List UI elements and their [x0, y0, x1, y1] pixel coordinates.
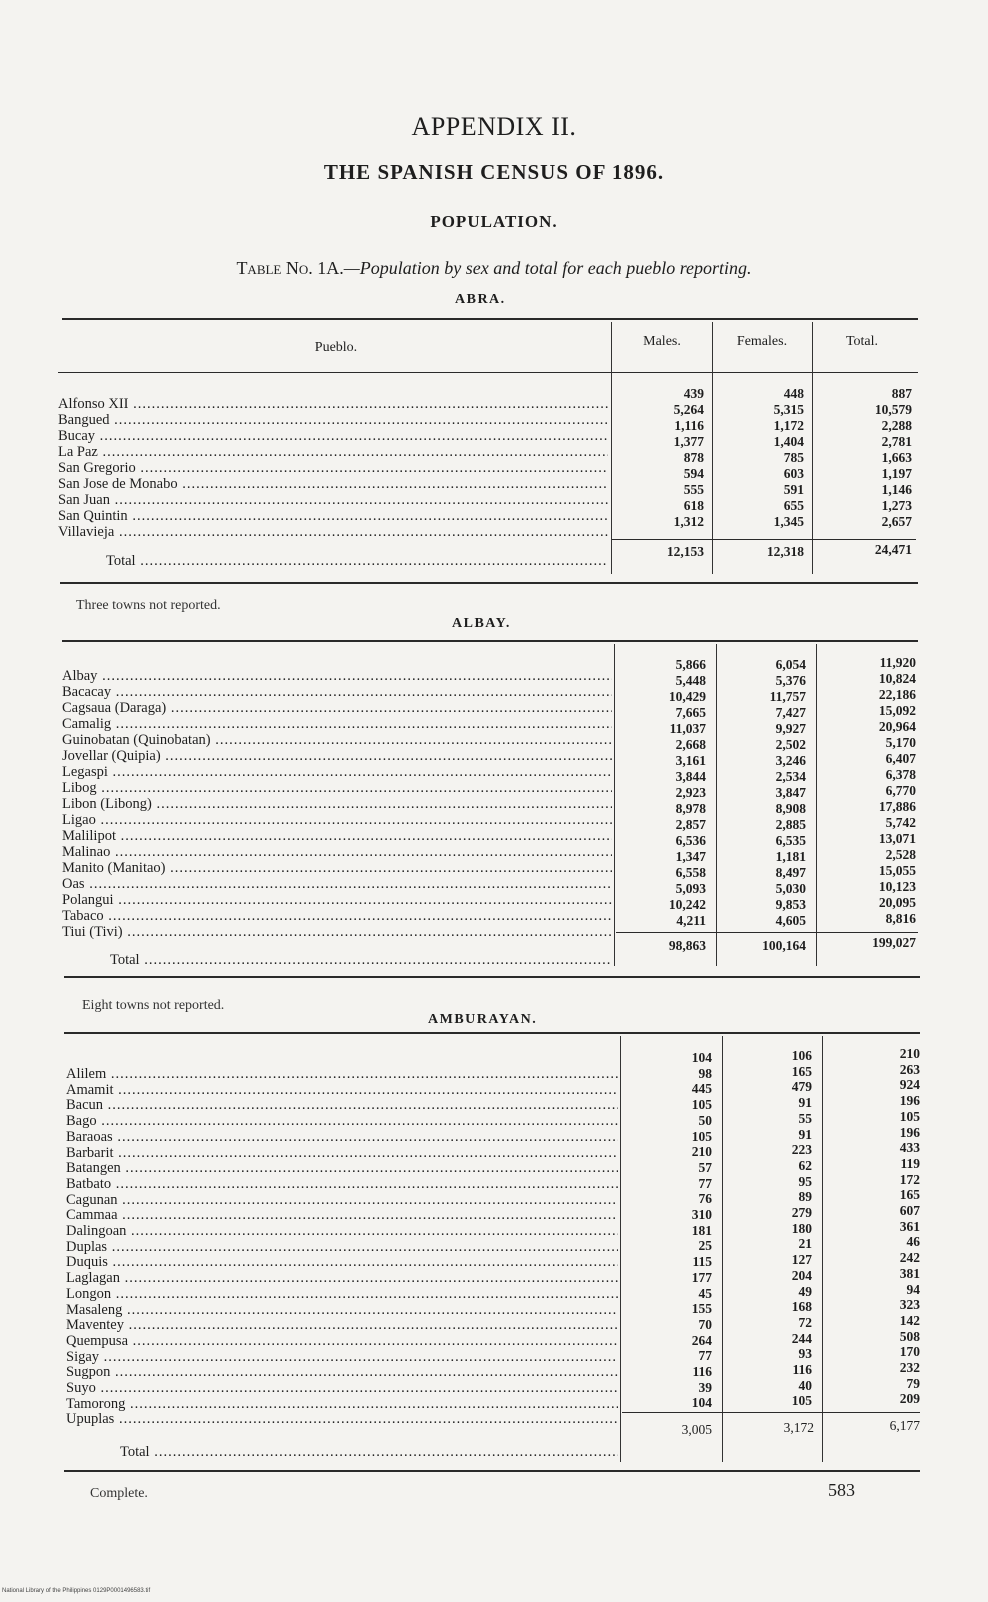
females-value: 127	[791, 1252, 812, 1268]
females-value: 11,757	[769, 689, 806, 704]
albay-males-column	[614, 657, 706, 929]
library-credit: National Library of the Philippines 0129P0001496583.tif	[2, 1588, 151, 1594]
males-value: 155	[691, 1301, 712, 1317]
total-value: 381	[899, 1265, 920, 1281]
total-value: 10,123	[878, 879, 916, 894]
pueblo-name: Cagunan .....	[66, 1193, 618, 1209]
total-value: 11,920	[879, 655, 916, 670]
total-value: 46	[906, 1234, 920, 1250]
total-value: 10,579	[874, 402, 912, 417]
total-value: 20,095	[878, 895, 916, 910]
albay-females-column	[716, 657, 806, 929]
total-value: 6,770	[885, 783, 916, 798]
females-value: 62	[798, 1157, 812, 1173]
males-value: 210	[691, 1144, 712, 1160]
amburayan-total-females: 3,172	[783, 1420, 814, 1435]
pueblo-name: San Jose de Monabo .....	[58, 476, 608, 492]
females-value: 21	[798, 1236, 812, 1252]
males-value: 7,665	[675, 705, 706, 720]
females-value: 6,054	[775, 657, 806, 672]
table-caption-label: Table No. 1A.	[236, 258, 344, 278]
pueblo-name: Amamit .....	[66, 1083, 618, 1099]
pueblo-name: Albay .....	[62, 668, 612, 684]
amburayan-total-males: 3,005	[681, 1422, 712, 1437]
table-top-rule	[62, 640, 918, 642]
total-rule	[616, 932, 918, 933]
males-value: 878	[683, 450, 704, 465]
pueblo-name: Tiui (Tivi) .....	[62, 924, 612, 940]
males-value: 104	[691, 1395, 712, 1411]
females-value: 591	[783, 482, 804, 497]
total-value: 2,781	[881, 434, 912, 449]
abra-total-total: 24,471	[874, 542, 912, 557]
females-value: 40	[798, 1377, 812, 1393]
total-value: 2,528	[885, 847, 916, 862]
males-value: 25	[698, 1238, 712, 1254]
males-value: 50	[698, 1112, 712, 1128]
total-value: 2,288	[881, 418, 912, 433]
total-value: 433	[899, 1140, 920, 1156]
pueblo-name: Dalingoan .....	[66, 1224, 618, 1240]
column-header-females: Females.	[736, 334, 788, 349]
males-value: 181	[691, 1222, 712, 1238]
males-value: 6,558	[675, 865, 706, 880]
total-value: 79	[906, 1375, 920, 1391]
amburayan-males-column	[620, 1050, 712, 1411]
total-value: 242	[899, 1250, 920, 1266]
pueblo-name: Longon .....	[66, 1287, 618, 1303]
pueblo-name: Bacun .....	[66, 1098, 618, 1114]
males-value: 439	[683, 386, 704, 401]
pueblo-name: Batbato .....	[66, 1177, 618, 1193]
females-value: 1,404	[773, 434, 804, 449]
males-value: 45	[698, 1285, 712, 1301]
males-value: 310	[691, 1207, 712, 1223]
total-value: 887	[891, 386, 912, 401]
males-value: 1,312	[673, 514, 704, 529]
total-value: 105	[899, 1108, 920, 1124]
pueblo-name: Guinobatan (Quinobatan) .....	[62, 732, 612, 748]
abra-females-column	[712, 386, 804, 530]
abra-males-column	[612, 386, 704, 530]
females-value: 89	[798, 1189, 812, 1205]
females-value: 9,927	[775, 721, 806, 736]
males-value: 2,668	[675, 737, 706, 752]
total-value: 210	[899, 1046, 920, 1061]
table-top-rule	[64, 1032, 920, 1034]
total-value: 94	[906, 1281, 920, 1297]
pueblo-name: La Paz .....	[58, 444, 608, 460]
males-value: 4,211	[676, 913, 706, 928]
total-value: 6,407	[885, 751, 916, 766]
males-value: 5,093	[675, 881, 706, 896]
total-value: 196	[899, 1093, 920, 1109]
pueblo-name: Libon (Libong) .....	[62, 796, 612, 812]
column-header-total: Total.	[845, 334, 879, 349]
section-title-amburayan: AMBURAYAN.	[428, 1012, 538, 1027]
page-number: 583	[828, 1480, 855, 1500]
males-value: 76	[698, 1191, 712, 1207]
females-value: 655	[783, 498, 804, 513]
total-value: 170	[899, 1344, 920, 1360]
total-rule	[622, 1412, 920, 1413]
total-value: 263	[899, 1061, 920, 1077]
females-value: 5,376	[775, 673, 806, 688]
total-value: 607	[899, 1203, 920, 1219]
pueblo-name: Quempusa .....	[66, 1334, 618, 1350]
total-value: 10,824	[878, 671, 916, 686]
abra-total-females: 12,318	[766, 544, 804, 559]
column-header-males: Males.	[643, 334, 681, 349]
abra-note: Three towns not reported.	[76, 598, 221, 613]
pueblo-name: Maventey .....	[66, 1318, 618, 1334]
females-value: 2,502	[775, 737, 806, 752]
males-value: 1,116	[674, 418, 704, 433]
males-value: 10,429	[668, 689, 706, 704]
females-value: 3,246	[775, 753, 806, 768]
pueblo-name: Malinao .....	[62, 844, 612, 860]
total-value: 361	[899, 1218, 920, 1234]
females-value: 91	[798, 1095, 812, 1111]
total-value: 17,886	[878, 799, 916, 814]
pueblo-name: Jovellar (Quipia) .....	[62, 748, 612, 764]
females-value: 4,605	[775, 913, 806, 928]
section-title-abra: ABRA.	[455, 292, 506, 307]
pueblo-name: Barbarit .....	[66, 1146, 618, 1162]
amburayan-note: Complete.	[90, 1486, 148, 1501]
pueblo-name: Bacacay .....	[62, 684, 612, 700]
males-value: 8,978	[675, 801, 706, 816]
total-value: 6,378	[885, 767, 916, 782]
header-rule	[58, 372, 918, 373]
males-value: 2,857	[675, 817, 706, 832]
males-value: 10,242	[668, 897, 706, 912]
census-title: THE SPANISH CENSUS OF 1896.	[323, 160, 665, 184]
pueblo-name: Villavieja .....	[58, 524, 608, 540]
appendix-title: APPENDIX II.	[411, 112, 577, 141]
males-value: 105	[691, 1128, 712, 1144]
pueblo-name: San Quintin .....	[58, 508, 608, 524]
abra-totals-column	[812, 386, 912, 530]
pueblo-name: Duquis .....	[66, 1255, 618, 1271]
males-value: 2,923	[675, 785, 706, 800]
females-value: 168	[791, 1299, 812, 1315]
pueblo-name: Masaleng .....	[66, 1303, 618, 1319]
males-value: 5,448	[675, 673, 706, 688]
pueblo-name: Ligao .....	[62, 812, 612, 828]
pueblo-name: Suyo .....	[66, 1381, 618, 1397]
total-value: 142	[899, 1312, 920, 1328]
females-value: 204	[791, 1267, 812, 1283]
males-value: 5,264	[673, 402, 704, 417]
males-value: 6,536	[675, 833, 706, 848]
females-value: 180	[791, 1220, 812, 1236]
males-value: 618	[683, 498, 704, 513]
total-value: 119	[900, 1155, 920, 1171]
total-value: 172	[899, 1171, 920, 1187]
total-value: 8,816	[885, 911, 916, 926]
males-value: 445	[691, 1081, 712, 1097]
abra-total-males: 12,153	[666, 544, 704, 559]
females-value: 95	[798, 1173, 812, 1189]
abra-total-label: Total .....	[106, 553, 608, 570]
females-value: 72	[798, 1314, 812, 1330]
total-value: 1,663	[881, 450, 912, 465]
females-value: 49	[798, 1283, 812, 1299]
total-value: 508	[899, 1328, 920, 1344]
table-bottom-rule	[64, 1470, 920, 1472]
pueblo-name: San Juan .....	[58, 492, 608, 508]
males-value: 77	[698, 1175, 712, 1191]
total-value: 209	[899, 1391, 920, 1407]
total-value: 2,657	[881, 514, 912, 529]
total-value: 20,964	[878, 719, 916, 734]
total-value: 196	[899, 1124, 920, 1140]
amburayan-total-total: 6,177	[889, 1418, 920, 1433]
females-value: 7,427	[775, 705, 806, 720]
albay-totals-column	[816, 655, 916, 927]
pueblo-name: Batangen .....	[66, 1161, 618, 1177]
males-value: 5,866	[675, 657, 706, 672]
total-value: 15,092	[878, 703, 916, 718]
albay-total-total: 199,027	[872, 935, 916, 950]
males-value: 1,347	[675, 849, 706, 864]
pueblo-name: Sugpon .....	[66, 1365, 618, 1381]
females-value: 5,030	[775, 881, 806, 896]
pueblo-name: Laglagan .....	[66, 1271, 618, 1287]
females-value: 244	[791, 1330, 812, 1346]
pueblo-name: Upuplas .....	[66, 1412, 618, 1428]
total-value: 1,273	[881, 498, 912, 513]
females-value: 116	[792, 1362, 812, 1378]
pueblo-name: Sigay .....	[66, 1350, 618, 1366]
males-value: 264	[691, 1332, 712, 1348]
females-value: 785	[783, 450, 804, 465]
males-value: 115	[692, 1254, 712, 1270]
females-value: 1,345	[773, 514, 804, 529]
pueblo-name: Camalig .....	[62, 716, 612, 732]
total-value: 1,197	[881, 466, 912, 481]
females-value: 279	[791, 1205, 812, 1221]
table-top-rule	[62, 318, 918, 320]
pueblo-name: Oas .....	[62, 876, 612, 892]
pueblo-name: Malilipot .....	[62, 828, 612, 844]
males-value: 77	[698, 1348, 712, 1364]
males-value: 594	[683, 466, 704, 481]
females-value: 479	[791, 1079, 812, 1095]
females-value: 2,534	[775, 769, 806, 784]
abra-pueblo-list	[58, 396, 608, 540]
males-value: 116	[692, 1364, 712, 1380]
albay-total-males: 98,863	[668, 938, 706, 953]
pueblo-name: Baraoas .....	[66, 1130, 618, 1146]
total-value: 15,055	[878, 863, 916, 878]
pueblo-name: Manito (Manitao) .....	[62, 860, 612, 876]
pueblo-name: Tamorong .....	[66, 1397, 618, 1413]
females-value: 8,497	[775, 865, 806, 880]
total-value: 22,186	[878, 687, 916, 702]
pueblo-name: Tabaco .....	[62, 908, 612, 924]
total-rule	[612, 539, 916, 540]
females-value: 5,315	[773, 402, 804, 417]
females-value: 106	[791, 1048, 812, 1063]
males-value: 555	[683, 482, 704, 497]
males-value: 3,161	[675, 753, 706, 768]
males-value: 39	[698, 1379, 712, 1395]
amburayan-totals-column	[822, 1046, 920, 1407]
table-caption-text: —Population by sex and total for each pueblo reporting.	[343, 258, 752, 278]
total-value: 165	[899, 1187, 920, 1203]
total-value: 323	[899, 1297, 920, 1313]
column-header-pueblo: Pueblo.	[314, 340, 358, 355]
females-value: 105	[791, 1393, 812, 1409]
albay-note: Eight towns not reported.	[82, 998, 225, 1013]
pueblo-name: Libog .....	[62, 780, 612, 796]
females-value: 9,853	[775, 897, 806, 912]
total-value: 5,170	[885, 735, 916, 750]
pueblo-name: Bago .....	[66, 1114, 618, 1130]
females-value: 165	[791, 1063, 812, 1079]
pueblo-name: Polangui .....	[62, 892, 612, 908]
amburayan-females-column	[722, 1048, 812, 1409]
albay-total-label: Total .....	[110, 952, 612, 969]
albay-pueblo-list	[62, 668, 612, 940]
pueblo-name: Legaspi .....	[62, 764, 612, 780]
females-value: 55	[798, 1110, 812, 1126]
pueblo-name: Cagsaua (Daraga) .....	[62, 700, 612, 716]
females-value: 2,885	[775, 817, 806, 832]
females-value: 448	[783, 386, 804, 401]
females-value: 6,535	[775, 833, 806, 848]
pueblo-name: Bangued .....	[58, 412, 608, 428]
total-value: 232	[899, 1360, 920, 1376]
table-bottom-rule	[64, 976, 920, 978]
females-value: 3,847	[775, 785, 806, 800]
pueblo-name: San Gregorio .....	[58, 460, 608, 476]
males-value: 177	[691, 1269, 712, 1285]
males-value: 104	[691, 1050, 712, 1065]
albay-total-females: 100,164	[762, 938, 806, 953]
females-value: 1,181	[775, 849, 806, 864]
pueblo-name: Cammaa .....	[66, 1208, 618, 1224]
females-value: 93	[798, 1346, 812, 1362]
total-value: 5,742	[885, 815, 916, 830]
amburayan-pueblo-list	[66, 1067, 618, 1428]
males-value: 57	[698, 1159, 712, 1175]
females-value: 91	[798, 1126, 812, 1142]
females-value: 603	[783, 466, 804, 481]
females-value: 223	[791, 1142, 812, 1158]
total-value: 13,071	[878, 831, 916, 846]
males-value: 11,037	[669, 721, 706, 736]
males-value: 105	[691, 1097, 712, 1113]
section-title-albay: ALBAY.	[452, 616, 511, 631]
pueblo-name: Duplas .....	[66, 1240, 618, 1256]
males-value: 3,844	[675, 769, 706, 784]
table-caption	[0, 258, 988, 279]
males-value: 70	[698, 1316, 712, 1332]
pueblo-name: Alilem .....	[66, 1067, 618, 1083]
females-value: 8,908	[775, 801, 806, 816]
table-bottom-rule	[60, 582, 918, 584]
pueblo-name: Alfonso XII .....	[58, 396, 608, 412]
total-value: 1,146	[881, 482, 912, 497]
males-value: 98	[698, 1065, 712, 1081]
total-value: 924	[899, 1077, 920, 1093]
females-value: 1,172	[773, 418, 804, 433]
males-value: 1,377	[673, 434, 704, 449]
population-heading: POPULATION.	[430, 212, 558, 231]
pueblo-name: Bucay .....	[58, 428, 608, 444]
amburayan-total-label: Total .....	[120, 1444, 618, 1461]
